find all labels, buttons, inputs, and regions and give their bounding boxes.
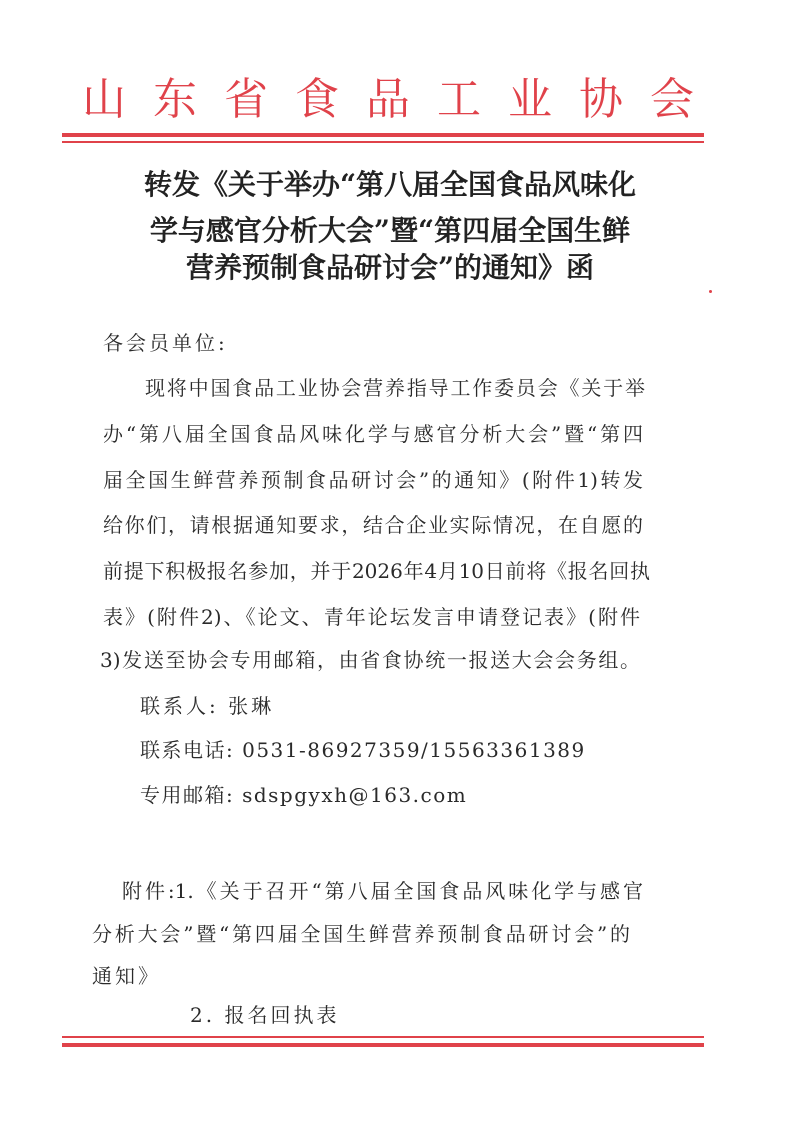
contact-email: 专用邮箱: sdspgyxh@163.com bbox=[140, 783, 468, 807]
paragraph-line: 3)发送至协会专用邮箱，由省食协统一报送大会会务组。 bbox=[100, 648, 640, 672]
attachment-item-2: 2. 报名回执表 bbox=[190, 1003, 340, 1027]
paragraph-line: 办“第八届全国食品风味化学与感官分析大会”暨“第四 bbox=[103, 422, 643, 446]
document-title-line: 转发《关于举办“第八届全国食品风味化 bbox=[143, 168, 637, 201]
paragraph-line: 届全国生鲜营养预制食品研讨会”的通知》(附件1)转发 bbox=[103, 468, 643, 492]
contact-person: 联系人: 张琳 bbox=[140, 694, 275, 718]
paragraph-line: 给你们，请根据通知要求，结合企业实际情况，在自愿的 bbox=[103, 513, 643, 537]
header-thick-rule bbox=[62, 133, 704, 137]
attachment-line: 通知》 bbox=[92, 964, 161, 988]
attachment-line: 分析大会”暨“第四届全国生鲜营养预制食品研讨会”的 bbox=[92, 922, 630, 946]
ink-mark bbox=[709, 290, 712, 293]
salutation: 各会员单位: bbox=[103, 331, 228, 355]
paragraph-line: 前提下积极报名参加，并于2026年4月10日前将《报名回执 bbox=[103, 559, 650, 583]
footer-thin-rule bbox=[62, 1036, 704, 1038]
header-thin-rule bbox=[62, 141, 704, 143]
document-title-line: 学与感官分析大会”暨“第四届全国生鲜 bbox=[149, 214, 631, 247]
paragraph-line: 表》(附件2)、《论文、青年论坛发言申请登记表》(附件 bbox=[103, 605, 640, 629]
contact-phone: 联系电话: 0531-86927359/15563361389 bbox=[140, 738, 586, 762]
attachment-line: 附件:1.《关于召开“第八届全国食品风味化学与感官 bbox=[122, 879, 643, 903]
document-title-line: 营养预制食品研讨会”的通知》函 bbox=[185, 251, 595, 284]
paragraph-line: 现将中国食品工业协会营养指导工作委员会《关于举 bbox=[145, 376, 645, 400]
organization-name: 山东省食品工业协会 bbox=[82, 74, 694, 125]
footer-thick-rule bbox=[62, 1043, 704, 1047]
